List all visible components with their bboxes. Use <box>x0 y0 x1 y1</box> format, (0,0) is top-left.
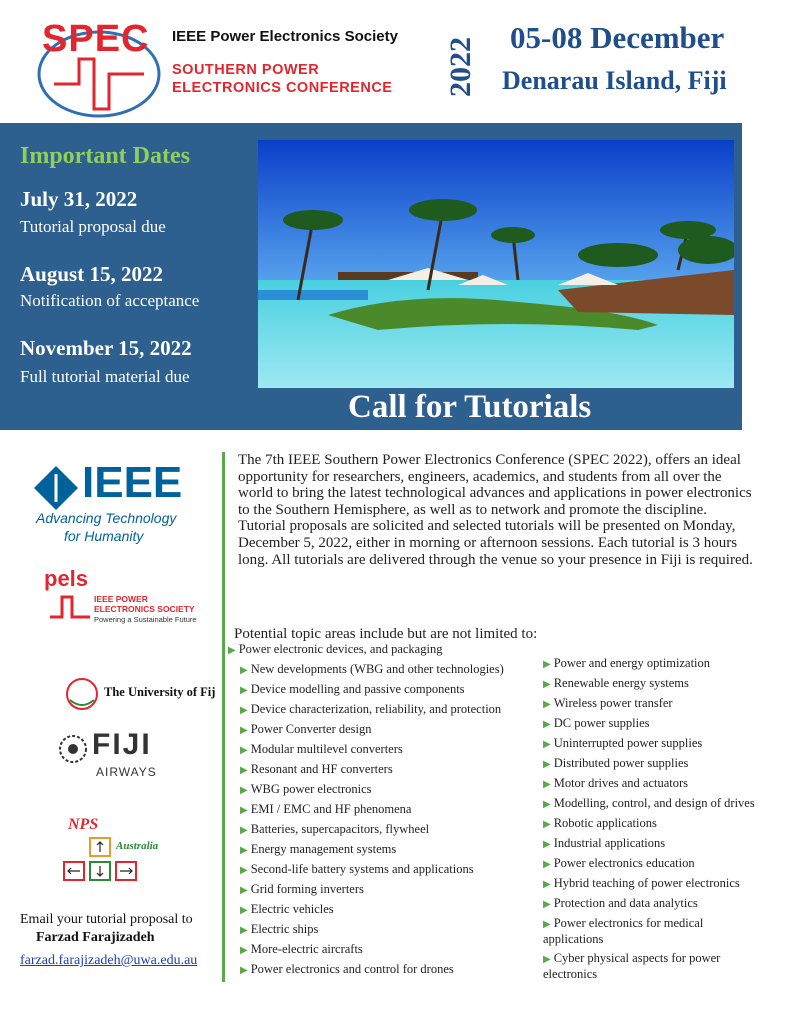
bullet-arrow-icon: ▶ <box>240 725 248 736</box>
date-1: July 31, 2022 <box>20 187 138 211</box>
bullet-arrow-icon: ▶ <box>543 919 551 930</box>
nps-sub: Australia <box>116 840 159 852</box>
date-3-desc: Full tutorial material due <box>20 367 190 386</box>
ieee-tagline-1: Advancing Technology <box>36 510 177 526</box>
bullet-arrow-icon: ▶ <box>543 759 551 770</box>
date-1-desc: Tutorial proposal due <box>20 217 166 236</box>
bullet-arrow-icon: ▶ <box>240 885 248 896</box>
contact-name: Farzad Farajizadeh <box>36 930 155 945</box>
ieee-logo <box>34 458 194 548</box>
topic-item: ▶ Robotic applications <box>543 816 657 830</box>
topic-item: ▶ Power electronics for medical applications <box>543 916 704 946</box>
topic-item: ▶ Batteries, supercapacitors, flywheel <box>240 822 430 836</box>
nps-wordmark: NPS <box>68 816 99 833</box>
fiji-masi-icon <box>58 734 88 764</box>
green-divider <box>222 452 225 982</box>
ieee-tagline-2: for Humanity <box>64 528 144 544</box>
banner-title: Call for Tutorials <box>348 389 592 425</box>
bullet-arrow-icon: ▶ <box>543 859 551 870</box>
bullet-arrow-icon: ▶ <box>543 799 551 810</box>
conference-line-2: ELECTRONICS CONFERENCE <box>172 80 393 96</box>
topic-item: ▶ Protection and data analytics <box>543 896 698 910</box>
pels-waveform-icon <box>50 592 90 622</box>
topic-item: ▶ Device characterization, reliability, and protection <box>240 702 502 716</box>
bullet-arrow-icon: ▶ <box>543 839 551 850</box>
topic-item: ▶ Electric vehicles <box>240 902 334 916</box>
contact-label: Email your tutorial proposal to <box>20 912 193 927</box>
topic-item: ▶ Hybrid teaching of power electronics <box>543 876 740 890</box>
main-topic: ▶ Power electronic devices, and packaging <box>228 642 443 656</box>
topic-item: ▶ DC power supplies <box>543 716 650 730</box>
bullet-arrow-icon: ▶ <box>543 954 551 965</box>
date-2-desc: Notification of acceptance <box>20 291 200 310</box>
topic-item: ▶ EMI / EMC and HF phenomena <box>240 802 412 816</box>
spec-logo <box>34 14 434 118</box>
fiji-airways-logo <box>58 728 168 782</box>
topic-item: ▶ Device modelling and passive components <box>240 682 465 696</box>
arrow-keys-icon <box>62 836 144 884</box>
topic-item: ▶ Cyber physical aspects for power electronics <box>543 951 721 981</box>
intro-text <box>238 452 758 568</box>
topic-item: ▶ Distributed power supplies <box>543 756 689 770</box>
bullet-arrow-icon: ▶ <box>240 945 248 956</box>
bullet-arrow-icon: ▶ <box>240 845 248 856</box>
topic-item: ▶ Power and energy optimization <box>543 656 711 670</box>
important-dates-title: Important Dates <box>20 143 190 169</box>
fiji-airways-sub: AIRWAYS <box>96 765 157 779</box>
bullet-arrow-icon: ▶ <box>543 699 551 710</box>
intro-paragraph-1: The 7th IEEE Southern Power Electronics Conference (SPEC 2022), offers an ideal opportunity for researchers, engineers, academics, and students from all over the world to bring the latest technological advances and applications in power electronics to the Southern Hemisphere, as well as to network and promote the discipline. <box>238 452 752 518</box>
bullet-arrow-icon: ▶ <box>240 785 248 796</box>
bullet-arrow-icon: ▶ <box>543 899 551 910</box>
usp-logo <box>64 676 224 714</box>
topic-item: ▶ Industrial applications <box>543 836 666 850</box>
topic-item: ▶ More-electric aircrafts <box>240 942 363 956</box>
bullet-arrow-icon: ▶ <box>240 965 248 976</box>
topic-item: ▶ Renewable energy systems <box>543 676 689 690</box>
date-2: August 15, 2022 <box>20 262 163 286</box>
conference-location: Denarau Island, Fiji <box>502 66 727 95</box>
usp-name: The University of Fij <box>104 685 216 699</box>
resort-photo <box>258 140 734 388</box>
year-vertical: 2022 <box>444 37 477 97</box>
topic-item: ▶ Wireless power transfer <box>543 696 673 710</box>
conference-dates: 05-08 December <box>510 20 725 55</box>
bullet-arrow-icon: ▶ <box>543 819 551 830</box>
topic-item: ▶ Modular multilevel converters <box>240 742 403 756</box>
topic-item: ▶ Uninterrupted power supplies <box>543 736 703 750</box>
topics-heading: Potential topic areas include but are not limited to: <box>234 626 538 642</box>
usp-crest-icon <box>64 676 100 712</box>
bullet-arrow-icon: ▶ <box>543 679 551 690</box>
bullet-arrow-icon: ▶ <box>543 779 551 790</box>
bullet-arrow-icon: ▶ <box>543 659 551 670</box>
topic-item: ▶ Electric ships <box>240 922 319 936</box>
bullet-arrow-icon: ▶ <box>240 825 248 836</box>
topic-item: ▶ Modelling, control, and design of drives <box>543 796 755 810</box>
bullet-arrow-icon: ▶ <box>240 905 248 916</box>
topic-item: ▶ Power electronics education <box>543 856 695 870</box>
bullet-arrow-icon: ▶ <box>240 925 248 936</box>
topic-item: ▶ New developments (WBG and other technologies) <box>240 662 504 676</box>
bullet-arrow-icon: ▶ <box>240 705 248 716</box>
society-name: IEEE Power Electronics Society <box>172 28 398 45</box>
nps-logo <box>62 818 182 884</box>
bullet-arrow-icon: ▶ <box>543 719 551 730</box>
bullet-arrow-icon: ▶ <box>240 665 248 676</box>
topic-item: ▶ Second-life battery systems and applications <box>240 862 474 876</box>
pels-line-3: Powering a Sustainable Future <box>94 615 197 624</box>
contact-email-link[interactable]: farzad.farajizadeh@uwa.edu.au <box>20 953 198 968</box>
bullet-arrow-icon: ▶ <box>543 739 551 750</box>
fiji-wordmark: FIJI <box>92 728 152 761</box>
bullet-arrow-icon: ▶ <box>240 745 248 756</box>
topic-item: ▶ Motor drives and actuators <box>543 776 689 790</box>
pels-line-1: IEEE POWER <box>94 594 148 604</box>
conference-line-1: SOUTHERN POWER <box>172 62 320 78</box>
intro-paragraph-2: Tutorial proposals are solicited and selected tutorials will be presented on Monday, December 5, 2022, either in morning or afternoon sessions. Each tutorial is 3 hours long. All tutorials are delivered through the venue so your presence in Fiji is required. <box>238 518 753 568</box>
topic-item: ▶ Grid forming inverters <box>240 882 364 896</box>
bullet-arrow-icon: ▶ <box>240 805 248 816</box>
pels-wordmark: pels <box>44 566 89 591</box>
bullet-arrow-icon: ▶ <box>228 645 236 656</box>
bullet-arrow-icon: ▶ <box>240 685 248 696</box>
topic-item: ▶ Power Converter design <box>240 722 372 736</box>
topic-item: ▶ Energy management systems <box>240 842 397 856</box>
spec-acronym: SPEC <box>42 18 150 60</box>
topic-item: ▶ WBG power electronics <box>240 782 372 796</box>
pels-line-2: ELECTRONICS SOCIETY <box>94 604 195 614</box>
date-3: November 15, 2022 <box>20 336 192 360</box>
bullet-arrow-icon: ▶ <box>543 879 551 890</box>
topic-item: ▶ Power electronics and control for drones <box>240 962 454 976</box>
topic-item: ▶ Resonant and HF converters <box>240 762 393 776</box>
bullet-arrow-icon: ▶ <box>240 765 248 776</box>
bullet-arrow-icon: ▶ <box>240 865 248 876</box>
ieee-diamond-icon <box>34 466 78 510</box>
pels-logo <box>44 566 204 632</box>
ieee-wordmark: IEEE <box>82 458 183 507</box>
